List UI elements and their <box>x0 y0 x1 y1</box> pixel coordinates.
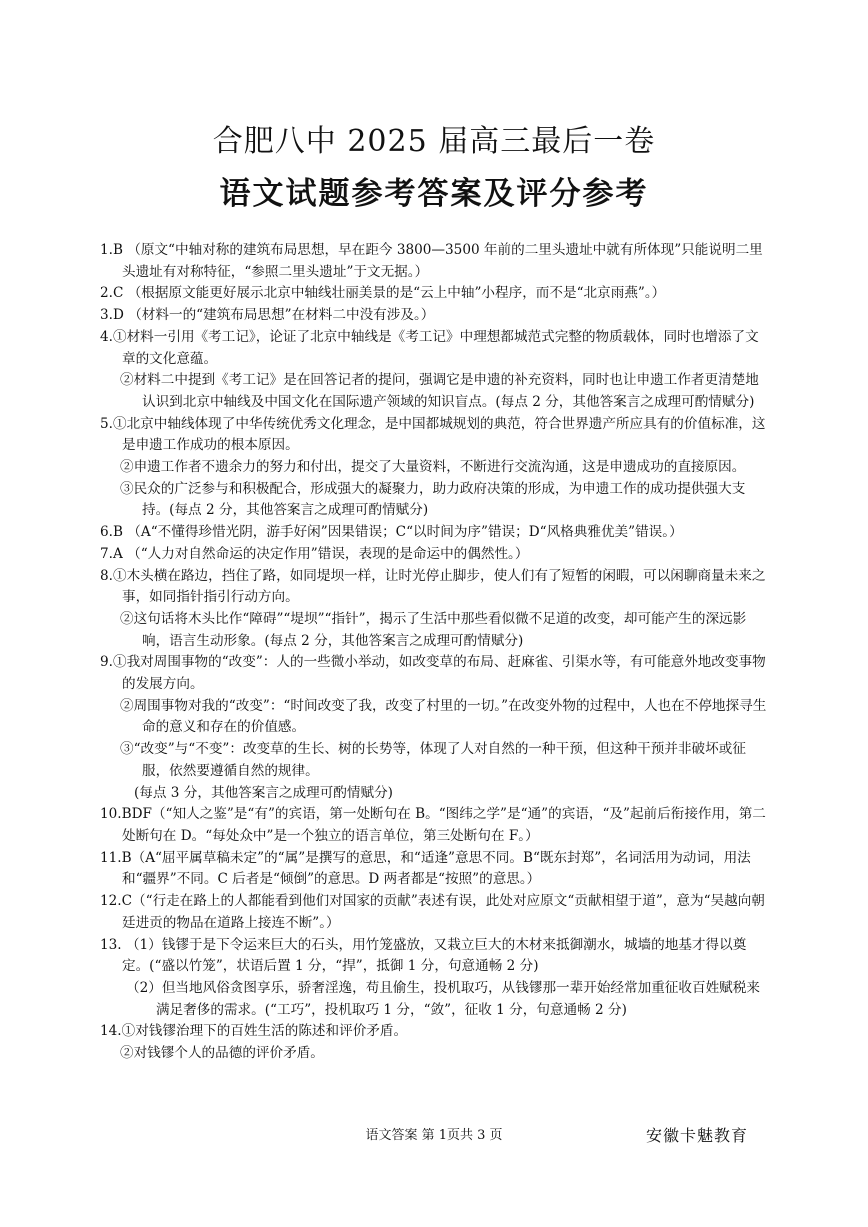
answer-5-point-3: ③民众的广泛参与和积极配合，形成强大的凝聚力，助力政府决策的形成，为申遗工作的成功提供强大支持。(每点 2 分，其他答案言之成理可酌情赋分) <box>120 480 746 519</box>
answer-14-point-2: ②对钱镠个人的品德的评价矛盾。 <box>120 1045 324 1062</box>
page-number: 语文答案 第 1页共 3 页 <box>365 1128 503 1143</box>
answer-9-scoring-note: (每点 3 分，其他答案言之成理可酌情赋分) <box>134 784 393 801</box>
answer-14-point-1: 14.①对钱镠治理下的百姓生活的陈述和评价矛盾。 <box>100 1023 408 1040</box>
answer-13-part-1: 13. （1）钱镠于是下令运来巨大的石头，用竹笼盛放，又栽立巨大的木材来抵御潮水，城墙的地基才得以奠定。(“盛以竹笼”，状语后置 1 分，“捍”，抵御 1 分，句意通畅 2 分) <box>100 936 747 975</box>
answer-5-point-2: ②申遗工作者不遗余力的努力和付出，提交了大量资料，不断进行交流沟通，这是申遗成功的直接原因。 <box>120 459 746 476</box>
answer-10: 10.BDF（“知人之鉴”是“有”的宾语，第一处断句在 B。“图纬之学”是“通”的宾语，“及”起前后衔接作用，第二处断句在 D。“每处众中”是一个独立的语言单位，第三处断句在 F。） <box>100 806 766 844</box>
answer-13-part-2: （2）但当地风俗贪图享乐，骄奢淫逸，苟且偷生，投机取巧，从钱镠那一辈开始经常加重征收百姓赋税来满足奢侈的需求。(“工巧”，投机取巧 1 分，“敛”，征收 1 分，句意通畅 2 分) <box>126 979 760 1018</box>
publisher-watermark: 安徽卡魅教育 <box>646 1126 749 1145</box>
answer-4-point-2: ②材料二中提到《考工记》是在回答记者的提问，强调它是申遗的补充资料，同时也让申遗工作者更清楚地认识到北京中轴线及中国文化在国际遗产领域的知识盲点。(每点 2 分，其他答案言之成理可酌情赋分) <box>120 372 759 410</box>
answer-9-point-3: ③“改变”与“不变”：改变草的生长、树的长势等，体现了人对自然的一种干预，但这种干预并非破坏或征服，依然要遵循自然的规律。 <box>120 741 746 779</box>
answer-8-point-2: ②这句话将木头比作“障碍”“堤坝”“指针”，揭示了生活中那些看似微不足道的改变，却可能产生的深远影响，语言生动形象。(每点 2 分，其他答案言之成理可酌情赋分) <box>120 610 747 649</box>
answer-9-point-1: 9.①我对周围事物的“改变”：人的一些微小举动，如改变草的布局、赶麻雀、引渠水等，有可能意外地改变事物的发展方向。 <box>100 654 766 693</box>
answer-1: 1.B （原文“中轴对称的建筑布局思想，早在距今 3800—3500 年前的二里头遗址中就有所体现”只能说明二里头遗址有对称特征，“参照二里头遗址”于文无据。） <box>100 242 763 280</box>
answer-11: 11.B（A“屈平属草稿未定”的“属”是撰写的意思，和“适逢”意思不同。B“既东封郑”，名词活用为动词，用法和“疆界”不同。C 后者是“倾倒”的意思。D 两者都是“按照”的意思。） <box>100 849 751 888</box>
answer-4-point-1: 4.①材料一引用《考工记》，论证了北京中轴线是《考工记》中理想都城范式完整的物质载体，同时也增添了文章的文化意蕴。 <box>100 328 759 367</box>
exam-title: 合肥八中 2025 届高三最后一卷 <box>212 124 656 159</box>
answer-12: 12.C（“行走在路上的人都能看到他们对国家的贡献”表述有误，此处对应原文“贡献相望于道”，意为“吴越向朝廷进贡的物品在道路上接连不断”。） <box>100 893 765 931</box>
answer-3: 3.D （材料一的“建筑布局思想”在材料二中没有涉及。） <box>100 307 435 324</box>
answer-2: 2.C （根据原文能更好展示北京中轴线壮丽美景的是“云上中轴”小程序，而不是“北京雨燕”。） <box>100 285 666 302</box>
answer-5-point-1: 5.①北京中轴线体现了中华传统优秀文化理念，是中国都城规划的典范，符合世界遗产所应具有的价值标准，这是申遗工作成功的根本原因。 <box>100 415 766 454</box>
document-subtitle: 语文试题参考答案及评分参考 <box>219 176 649 212</box>
answer-6: 6.B （A“不懂得珍惜光阴，游手好闲”因果错误；C“以时间为序”错误；D“风格典雅优美”错误。） <box>100 524 683 541</box>
answer-9-point-2: ②周围事物对我的“改变”：“时间改变了我，改变了村里的一切。”在改变外物的过程中，人也在不停地探寻生命的意义和存在的价值感。 <box>120 697 767 736</box>
answer-list <box>100 240 772 1065</box>
answer-8-point-1: 8.①木头横在路边，挡住了路，如同堤坝一样，让时光停止脚步，使人们有了短暂的闲暇，可以闲聊商量未来之事，如同指针指引行动方向。 <box>100 567 766 606</box>
answer-7: 7.A （“人力对自然命运的决定作用”错误，表现的是命运中的偶然性。） <box>100 545 529 562</box>
